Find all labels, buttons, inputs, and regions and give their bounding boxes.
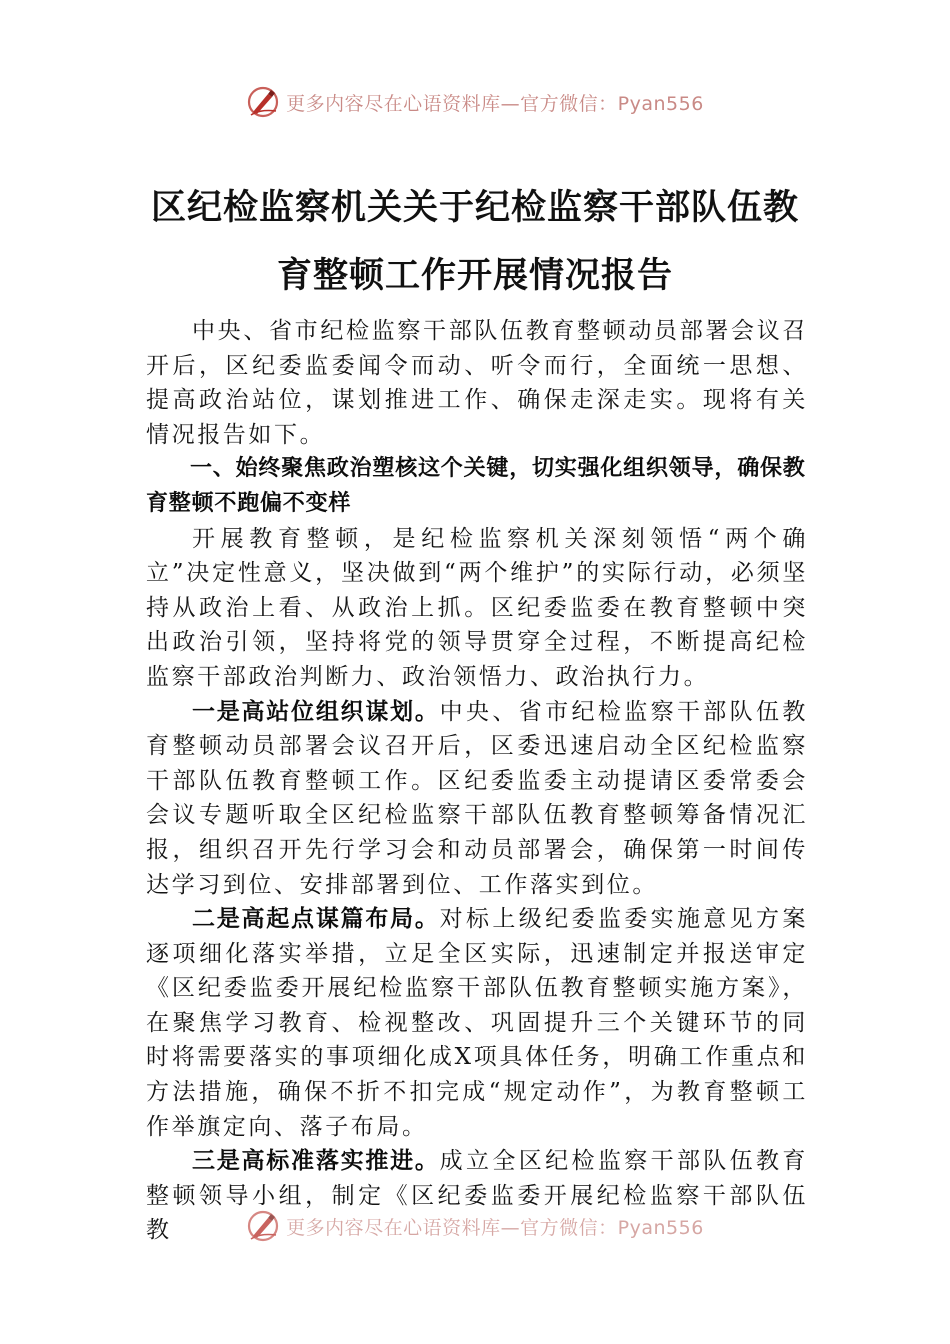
document-body [146,314,808,1248]
watermark-footer [0,1206,950,1246]
item-2-text: 对标上级纪委监委实施意见方案逐项细化落实举措，立足全区实际，迅速制定并报送审定《区纪委监委开展纪检监察干部队伍教育整顿实施方案》，在聚焦学习教育、检视整改、巩固提升三个关键环节的同时将需要落实的事项细化成X项具体任务，明确工作重点和方法措施，确保不折不扣完成“规定动作”，为教育整顿工作举旗定向、落子布局。 [146,906,809,1140]
intro-paragraph: 中央、省市纪检监察干部队伍教育整顿动员部署会议召开后，区纪委监委闻令而动、听令而行，全面统一思想、提高政治站位，谋划推进工作、确保走深走实。现将有关情况报告如下。 [146,318,808,448]
watermark-text: 更多内容尽在心语资料库—官方微信：Pyan556 [286,92,704,115]
pen-logo-icon [246,85,280,119]
watermark-text: 更多内容尽在心语资料库—官方微信：Pyan556 [286,1216,704,1239]
item-3-lead: 三是高标准落实推进。 [192,1148,440,1175]
item-2-paragraph [146,902,808,1144]
section-1-heading: 一、始终聚焦政治塑核这个关键，切实强化组织领导，确保教育整顿不跑偏不变样 [146,456,806,516]
item-1-lead: 一是高站位组织谋划。 [192,698,440,725]
item-1-text: 中央、省市纪检监察干部队伍教育整顿动员部署会议召开后，区委迅速启动全区纪检监察干部队伍教育整顿工作。区纪委监委主动提请区委常委会会议专题听取全区纪检监察干部队伍教育整顿筹备情况汇报，组织召开先行学习会和动员部署会，确保第一时间传达学习到位、安排部署到位、工作落实到位。 [146,698,809,898]
item-3-text: 成立全区纪检监察干部队伍教育整顿领导小组，制定《区纪委监委开展纪检监察干部队伍教 [146,1148,809,1244]
section-1-paragraph: 开展教育整顿，是纪检监察机关深刻领悟“两个确立”决定性意义，坚决做到“两个维护”的实际行动，必须坚持从政治上看、从政治上抓。区纪委监委在教育整顿中突出政治引领，坚持将党的领导贯穿全过程，不断提高纪检监察干部政治判断力、政治领悟力、政治执行力。 [146,525,808,690]
item-1-paragraph [146,695,808,903]
item-2-lead: 二是高起点谋篇布局。 [192,906,440,933]
pen-logo-icon [246,1209,280,1243]
document-title-line-1: 区纪检监察机关关于纪检监察干部队伍教 [150,187,799,228]
document-title-line-2: 育整顿工作开展情况报告 [276,255,673,296]
watermark-header [0,82,950,122]
